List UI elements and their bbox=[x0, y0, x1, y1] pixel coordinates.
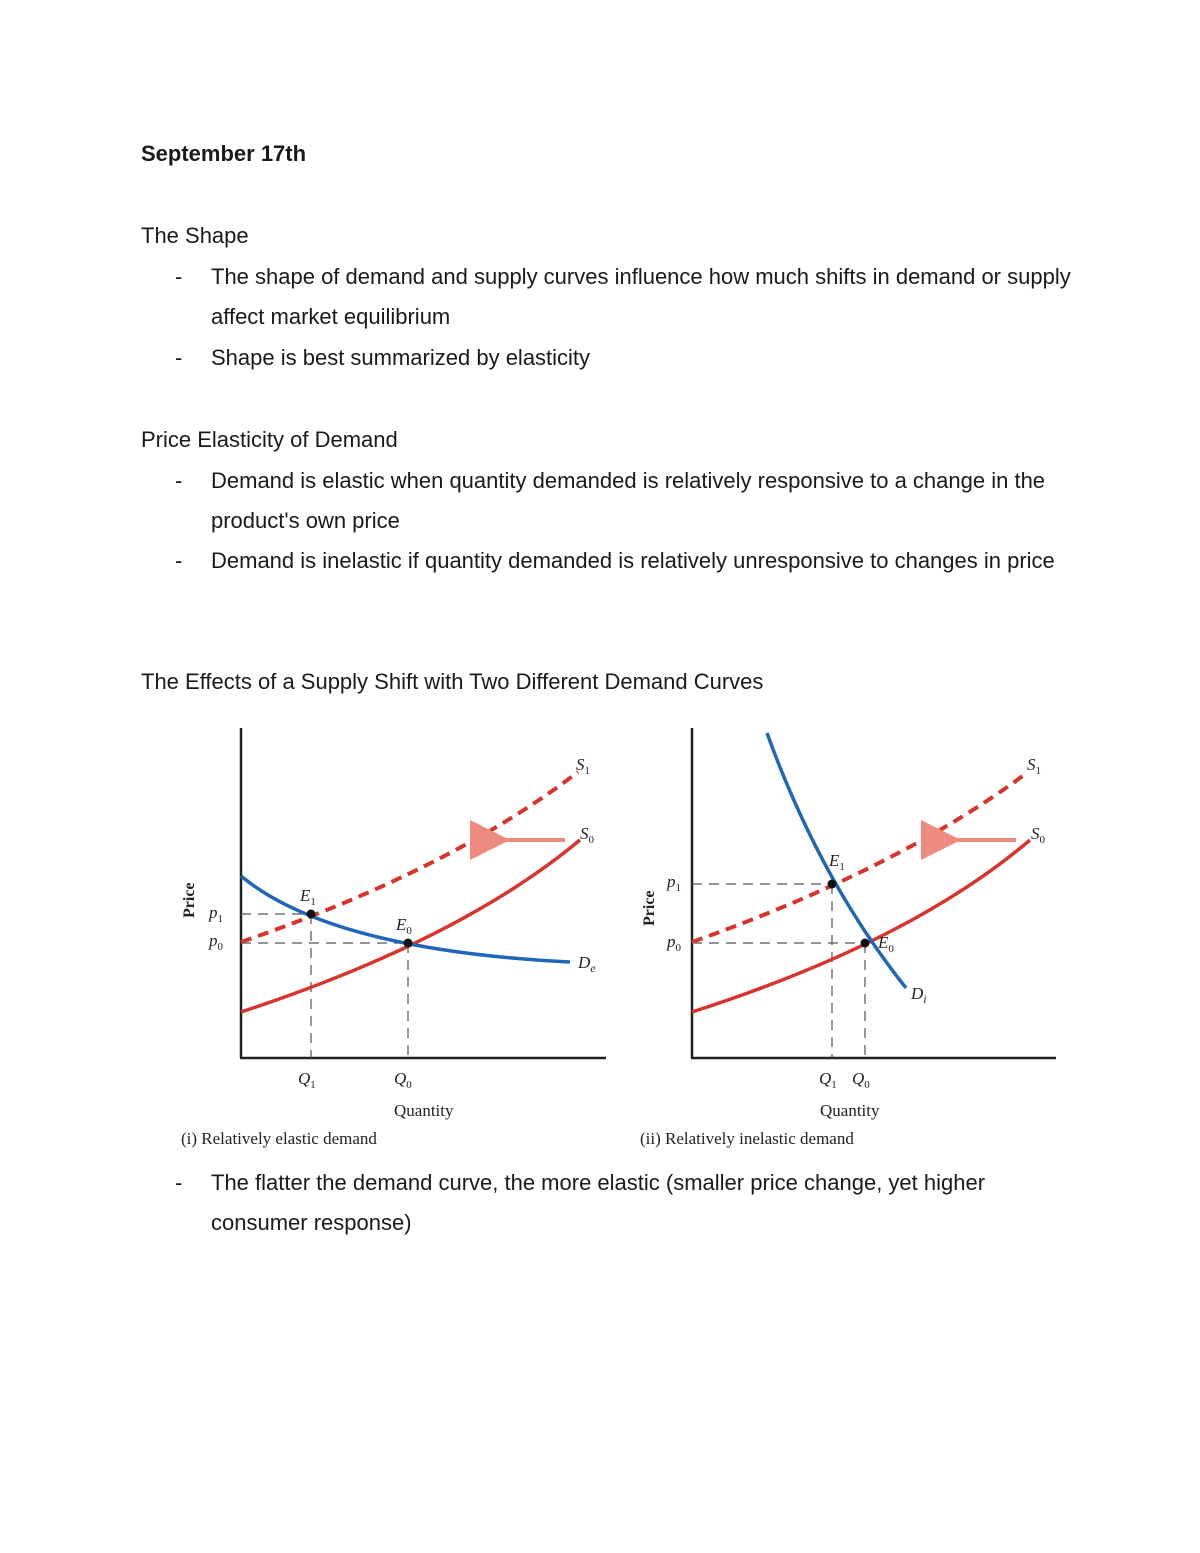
bullet-text: Demand is inelastic if quantity demanded is relatively unresponsive to changes in price bbox=[211, 548, 1055, 573]
label-s0: $S_0$ bbox=[580, 824, 594, 846]
bullet-text: The flatter the demand curve, the more elastic (smaller price change, yet higher consumer response) bbox=[211, 1170, 986, 1235]
equilibrium-point-e1 bbox=[828, 880, 837, 889]
bullet-text: Shape is best summarized by elasticity bbox=[211, 345, 591, 370]
label-q1: $Q_1$ bbox=[298, 1069, 316, 1091]
figure-caption-inelastic: (ii) Relatively inelastic demand bbox=[640, 1129, 854, 1148]
section-heading-elasticity: Price Elasticity of Demand bbox=[141, 427, 398, 452]
y-axis-label: Price bbox=[641, 890, 658, 926]
label-e1: $E_1$ bbox=[300, 886, 316, 908]
label-q0: $Q_0$ bbox=[852, 1069, 870, 1091]
page-title: September 17th bbox=[141, 141, 307, 166]
label-p1: $p_1$ bbox=[209, 903, 223, 925]
equilibrium-point-e1 bbox=[307, 910, 316, 919]
bullet-dash: - bbox=[175, 468, 183, 493]
label-e1: $E_1$ bbox=[829, 851, 845, 873]
figure-caption-elastic: (i) Relatively elastic demand bbox=[181, 1129, 377, 1148]
bullet-dash: - bbox=[175, 345, 183, 370]
label-s1: $S_1$ bbox=[576, 755, 590, 777]
x-axis-label: Quantity bbox=[394, 1101, 454, 1120]
label-demand: $D_i$ bbox=[911, 984, 927, 1006]
equilibrium-point-e0 bbox=[404, 939, 413, 948]
bullet-dash: - bbox=[175, 1170, 183, 1195]
y-axis-label: Price bbox=[181, 882, 198, 918]
supply-curve-s1 bbox=[692, 772, 1028, 942]
label-s0: $S_0$ bbox=[1031, 824, 1045, 846]
label-p0: $p_0$ bbox=[209, 931, 223, 953]
bullet-dash: - bbox=[175, 548, 183, 573]
label-e0: $E_0$ bbox=[878, 933, 894, 955]
section-heading-shape: The Shape bbox=[141, 223, 249, 248]
section-heading-supply-shift: The Effects of a Supply Shift with Two Different Demand Curves bbox=[141, 669, 764, 694]
label-q0: $Q_0$ bbox=[394, 1069, 412, 1091]
label-e0: $E_0$ bbox=[396, 915, 412, 937]
label-s1: $S_1$ bbox=[1027, 755, 1041, 777]
label-q1: $Q_1$ bbox=[819, 1069, 837, 1091]
label-p0: $p_0$ bbox=[667, 932, 681, 954]
bullet-text: Demand is elastic when quantity demanded is relatively responsive to a change in the product's own price bbox=[211, 468, 1046, 533]
panel-inelastic bbox=[641, 728, 1056, 1120]
panel-elastic bbox=[181, 728, 606, 1120]
bullet-dash: - bbox=[175, 264, 183, 289]
bullet-text: The shape of demand and supply curves influence how much shifts in demand or supply affect market equilibrium bbox=[211, 264, 1071, 329]
equilibrium-point-e0 bbox=[861, 939, 870, 948]
label-p1: $p_1$ bbox=[667, 872, 681, 894]
supply-curve-s1 bbox=[241, 772, 578, 942]
label-demand: $D_e$ bbox=[578, 953, 596, 975]
x-axis-label: Quantity bbox=[820, 1101, 880, 1120]
